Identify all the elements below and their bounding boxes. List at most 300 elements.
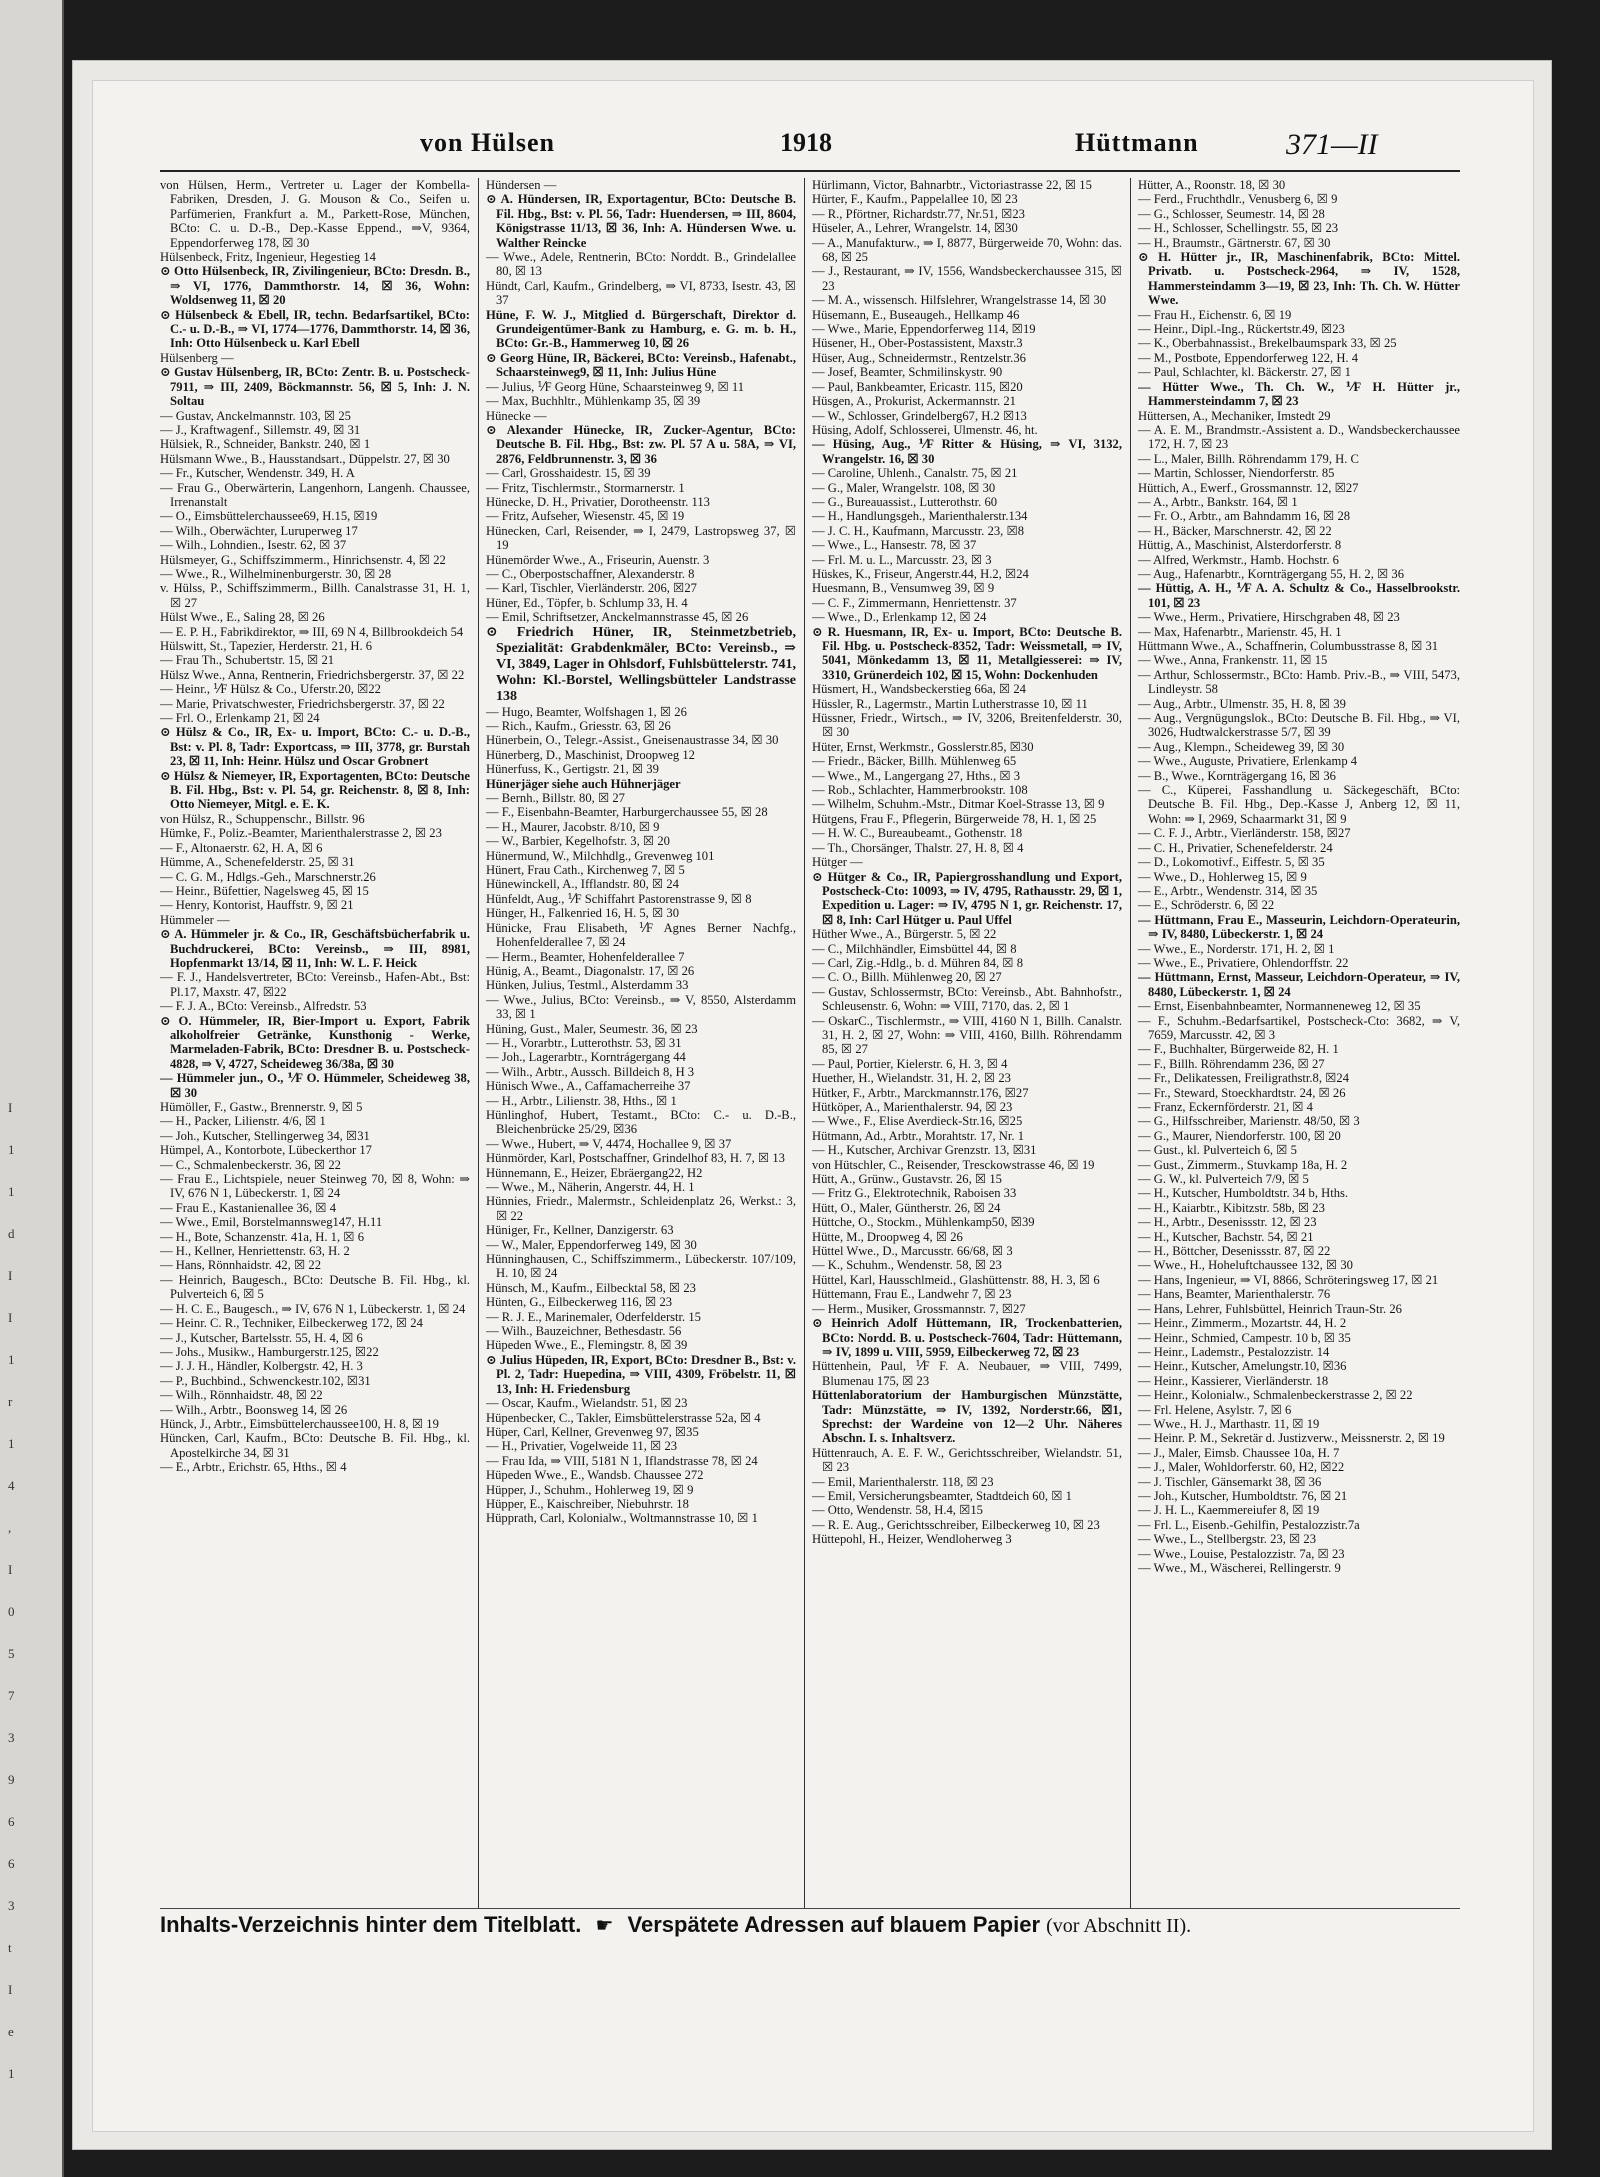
directory-entry: Hüne, F. W. J., Mitglied d. Bürgerschaft, Direktor d. Grundeigentümer-Bank zu Hamburg, e. G. m. b. H., BCto: Gr.-B., Hammerweg 10, ☒ 26 (486, 307, 796, 351)
directory-entry: — Gust., kl. Pulverteich 6, ☒ 5 (1138, 1143, 1297, 1158)
directory-entry: — Heinr., Dipl.-Ing., Rückertstr.49, ☒23 (1138, 322, 1345, 337)
strip-glyph: 3 (8, 1898, 15, 1913)
directory-entry: Hüsemann, E., Buseaugeh., Hellkamp 46 (812, 307, 1020, 322)
directory-entry: ⊙ Julius Hüpeden, IR, Export, BCto: Dresdner B., Bst: v. Pl. 2, Tadr: Huepedina, ⇒ VIII, 4309, Fröbelstr. 11, ☒ 13, Inh: H. Friedensburg (486, 1352, 796, 1396)
directory-entry: ⊙ O. Hümmeler, IR, Bier-Import u. Export, Fabrik alkoholfreier Getränke, Kunsthonig - Werke, Marmeladen-Fabrik, BCto: Dresdner B. u. Postscheck-4828, ⇒ V, 4727, Scheideweg 36/38a, ☒ 30 (160, 1013, 470, 1071)
directory-entry: Hüttemann, Frau E., Landwehr 7, ☒ 23 (812, 1287, 1012, 1302)
adjacent-page-strip (0, 0, 64, 2177)
directory-entry: Hünemörder Wwe., A., Friseurin, Auenstr. 3 (486, 552, 710, 567)
directory-entry: — Fritz, Aufseher, Wiesenstr. 45, ☒ 19 (486, 509, 685, 524)
directory-entry: — Otto, Wendenstr. 58, H.4, ☒15 (812, 1503, 983, 1518)
directory-entry: — Frau H., Eichenstr. 6, ☒ 19 (1138, 307, 1292, 322)
directory-entry: ⊙ Otto Hülsenbeck, IR, Zivilingenieur, BCto: Dresdn. B., ⇒ VI, 1776, Dammthorstr. 14, ☒ 36, Wohn: Woldsenweg 11, ☒ 20 (160, 264, 470, 308)
directory-entry: — Henry, Kontorist, Hauffstr. 9, ☒ 21 (160, 898, 354, 913)
directory-entry: Hülsenberg — (160, 350, 234, 365)
directory-entry: — Wwe., L., Stellbergstr. 23, ☒ 23 (1138, 1532, 1317, 1547)
header-year: 1918 (780, 128, 832, 157)
directory-entry: — F. J., Handelsvertreter, BCto: Vereinsb., Hafen-Abt., Bst: Pl.17, Maxstr. 47, ☒22 (160, 970, 470, 999)
directory-entry: — Wwe., L., Hansestr. 78, ☒ 37 (812, 538, 977, 553)
directory-entry: — Wwe., F., Elise Averdieck-Str.16, ☒25 (812, 1114, 1023, 1129)
directory-entry: — J. J. H., Händler, Kolbergstr. 42, H. 3 (160, 1359, 363, 1374)
directory-entry: — Heinr., Kolonialw., Schmalenbeckerstrasse 2, ☒ 22 (1138, 1388, 1413, 1403)
directory-entry: Hürlimann, Victor, Bahnarbtr., Victoriastrasse 22, ☒ 15 (812, 178, 1092, 192)
directory-entry: ⊙ A. Hündersen, IR, Exportagentur, BCto: Deutsche B. Fil. Hbg., Bst: v. Pl. 56, Tadr: Huendersen, ⇒ III, 8604, Königstrasse 11/13, ☒ 36, Inh: A. Hündersen Wwe. u. Walther Reincke (486, 192, 796, 250)
directory-entry: Hünermund, W., Milchhdlg., Grevenweg 101 (486, 848, 715, 863)
directory-entry: — Hütter Wwe., Th. Ch. W., ⅟F H. Hütter jr., Hammersteindamm 7, ☒ 23 (1138, 379, 1460, 409)
directory-entry: — Carl, Grosshaidestr. 15, ☒ 39 (486, 466, 651, 481)
directory-entry: Hünck, J., Arbtr., Eimsbüttelerchaussee100, H. 8, ☒ 19 (160, 1416, 439, 1431)
directory-entry: — L., Maler, Billh. Röhrendamm 179, H. C (1138, 451, 1359, 466)
directory-entry: — Wilh., Oberwächter, Luruperweg 17 (160, 523, 358, 538)
directory-entry: — H., Kutscher, Humboldtstr. 34 b, Hths. (1138, 1186, 1349, 1201)
directory-entry: — Wilh., Rönnhaidstr. 48, ☒ 22 (160, 1388, 323, 1403)
directory-entry: Hünerjäger siehe auch Hühnerjäger (486, 776, 681, 791)
directory-entry: Hünerfuss, K., Gertigstr. 21, ☒ 39 (486, 762, 659, 777)
directory-entry: — Heinr., Kassierer, Vierländerstr. 18 (1138, 1373, 1329, 1388)
directory-entry: — Hans, Lehrer, Fuhlsbüttel, Heinrich Traun-Str. 26 (1138, 1301, 1402, 1316)
directory-entry: — F. J. A., BCto: Vereinsb., Alfredstr. 53 (160, 999, 367, 1014)
directory-entry: — H., Braumstr., Gärtnerstr. 67, ☒ 30 (1138, 235, 1331, 250)
strip-glyph: 1 (8, 1184, 15, 1199)
directory-entry: — Bernh., Billstr. 80, ☒ 27 (486, 791, 625, 806)
column-divider (478, 178, 479, 1908)
directory-entry: — F., Buchhalter, Bürgerweide 82, H. 1 (1138, 1042, 1339, 1057)
directory-entry: Hünicke, Frau Elisabeth, ⅟F Agnes Berner Nachfg., Hohenfelderallee 7, ☒ 24 (486, 920, 796, 950)
header-rule (160, 170, 1460, 172)
directory-entry: Hüncken, Carl, Kaufm., BCto: Deutsche B. Fil. Hbg., kl. Apostelkirche 34, ☒ 31 (160, 1431, 470, 1460)
directory-entry: — Fr. O., Arbtr., am Bahndamm 16, ☒ 28 (1138, 509, 1351, 524)
directory-entry: — H., Böttcher, Desenissstr. 87, ☒ 22 (1138, 1244, 1331, 1259)
directory-entry: — Heinr., Kutscher, Amelungstr.10, ☒36 (1138, 1359, 1347, 1374)
directory-entry: ⊙ H. Hütter jr., IR, Maschinenfabrik, BCto: Mittel. Privatb. u. Postscheck-2964, ⇒ IV, 1528, Hammersteindamm 3—19, ☒ 23, Inh: Th. Ch. W. Hütter Wwe. (1138, 250, 1460, 308)
directory-entry: Hünten, G., Eilbeckerweg 116, ☒ 23 (486, 1295, 673, 1310)
directory-entry: — W., Schlosser, Grindelberg67, H.2 ☒13 (812, 408, 1027, 423)
directory-entry: Hüttersen, A., Mechaniker, Imstedt 29 (1138, 408, 1331, 423)
directory-entry: Hütgens, Frau F., Pflegerin, Bürgerweide 78, H. 1, ☒ 25 (812, 811, 1097, 826)
directory-entry: Hüttepohl, H., Heizer, Wendloherweg 3 (812, 1532, 1012, 1547)
directory-entry: Hütter, A., Roonstr. 18, ☒ 30 (1138, 178, 1286, 192)
directory-entry: — Wilh., Bauzeichner, Bethesdastr. 56 (486, 1324, 682, 1339)
directory-entry: Hütker, F., Arbtr., Marckmannstr.176, ☒27 (812, 1085, 1029, 1100)
directory-entry: — J. C. H., Kaufmann, Marcusstr. 23, ☒8 (812, 523, 1025, 538)
directory-entry: Hünert, Frau Cath., Kirchenweg 7, ☒ 5 (486, 863, 685, 878)
directory-entry: — F., Billh. Röhrendamm 236, ☒ 27 (1138, 1056, 1325, 1071)
directory-entry: — Wilh., Arbtr., Aussch. Billdeich 8, H 3 (486, 1064, 695, 1079)
directory-entry: — Frau G., Oberwärterin, Langenhorn, Langenh. Chaussee, Irrenanstalt (160, 480, 470, 509)
directory-entry: — B., Wwe., Kornträgergang 16, ☒ 36 (1138, 768, 1336, 783)
directory-entry: Hütköper, A., Marienthalerstr. 94, ☒ 23 (812, 1100, 1013, 1114)
directory-entry: — H., Kellner, Henriettenstr. 63, H. 2 (160, 1244, 350, 1259)
strip-glyph: 0 (8, 1604, 15, 1619)
directory-entry: — Joh., Kutscher, Stellingerweg 34, ☒31 (160, 1128, 370, 1143)
directory-entry: — Wwe., Julius, BCto: Vereinsb., ⇒ V, 8550, Alsterdamm 33, ☒ 1 (486, 992, 796, 1022)
directory-entry: — Wwe., Herm., Privatiere, Hirschgraben 48, ☒ 23 (1138, 610, 1400, 625)
directory-entry: — Aug., Arbtr., Ulmenstr. 35, H. 8, ☒ 39 (1138, 696, 1346, 711)
directory-entry: Hünewinckell, A., Ifflandstr. 80, ☒ 24 (486, 877, 679, 892)
directory-entry: v. Hülss, P., Schiffszimmerm., Billh. Canalstrasse 31, H. 1, ☒ 27 (160, 581, 470, 610)
directory-entry: Hümke, F., Poliz.-Beamter, Marienthalerstrasse 2, ☒ 23 (160, 826, 442, 841)
directory-entry: — Heinrich, Baugesch., BCto: Deutsche B. Fil. Hbg., kl. Pulverteich 6, ☒ 5 (160, 1272, 470, 1302)
strip-glyph: I (8, 1562, 13, 1577)
directory-entry: — Frau E., Kastanienallee 36, ☒ 4 (160, 1200, 337, 1215)
directory-entry: — Wwe., Adele, Rentnerin, BCto: Norddt. B., Grindelallee 80, ☒ 13 (486, 250, 796, 279)
directory-entry: — M. A., wissensch. Hilfslehrer, Wrangelstrasse 14, ☒ 30 (812, 293, 1107, 308)
directory-entry: — J., Maler, Eimsb. Chaussee 10a, H. 7 (1138, 1445, 1340, 1460)
page-number: 371—II (1286, 128, 1378, 161)
directory-entry: — Max, Hafenarbtr., Marienstr. 45, H. 1 (1138, 624, 1342, 639)
directory-entry: — Hüttig, A. H., ⅟F A. A. Schultz & Co., Hasselbrookstr. 101, ☒ 23 (1138, 581, 1460, 610)
directory-entry: — Rich., Kaufm., Griesstr. 63, ☒ 26 (486, 719, 671, 733)
directory-entry: — F., Altonaerstr. 62, H. A, ☒ 6 (160, 840, 323, 855)
directory-entry: — Hüttmann, Ernst, Masseur, Leichdorn-Operateur, ⇒ IV, 8480, Lübeckerstr. 1, ☒ 24 (1138, 970, 1460, 999)
directory-entry: — C. F. J., Arbtr., Vierländerstr. 158, ☒27 (1138, 826, 1351, 841)
directory-entry: — C., Küperei, Fasshandlung u. Säckegeschäft, BCto: Deutsche B. Fil. Hbg., Dep.-Kasse J, Anberg 12, ☒ 11, Wohn: ⇒ I, 2969, Schaarmarkt 31, ☒ 9 (1138, 783, 1460, 826)
directory-entry: — C., Oberpostschaffner, Alexanderstr. 8 (486, 566, 695, 581)
directory-entry: — F., Eisenbahn-Beamter, Harburgerchaussee 55, ☒ 28 (486, 805, 768, 820)
directory-entry: — Fritz, Tischlermstr., Stormarnerstr. 1 (486, 480, 685, 495)
directory-entry: — Gust., Zimmerm., Stuvkamp 18a, H. 2 (1138, 1157, 1348, 1172)
directory-entry: Hütte, M., Droopweg 4, ☒ 26 (812, 1229, 963, 1244)
directory-entry: — Arthur, Schlossermstr., BCto: Hamb. Priv.-B., ⇒ VIII, 5473, Lindleystr. 58 (1138, 667, 1460, 697)
directory-entry: — G., Schlosser, Seumestr. 14, ☒ 28 (1138, 206, 1325, 221)
directory-entry: — Hüttmann, Frau E., Masseurin, Leichdorn-Operateurin, ⇒ IV, 8480, Lübeckerstr. 1, ☒ 24 (1138, 912, 1460, 942)
directory-entry: — G., Maler, Wrangelstr. 108, ☒ 30 (812, 480, 996, 495)
directory-entry: — C. O., Billh. Mühlenweg 20, ☒ 27 (812, 970, 1002, 985)
directory-entry: — H., Vorarbtr., Lutterothstr. 53, ☒ 31 (486, 1035, 682, 1050)
directory-entry: Hüser, Aug., Schneidermstr., Rentzelstr.36 (812, 350, 1026, 365)
directory-entry: Hüpeden Wwe., E., Wandsb. Chaussee 272 (486, 1468, 704, 1483)
directory-entry: Hüter, Ernst, Werkmstr., Gosslerstr.85, ☒30 (812, 739, 1034, 754)
directory-entry: — Hans, Ingenieur, ⇒ VI, 8866, Schröteringsweg 17, ☒ 21 (1138, 1272, 1439, 1287)
directory-entry: — F., Schuhm.-Bedarfsartikel, Postscheck-Cto: 3682, ⇒ V, 7659, Marcusstr. 42, ☒ 3 (1138, 1013, 1460, 1042)
directory-entry: — H., Schlosser, Schellingstr. 55, ☒ 23 (1138, 221, 1339, 236)
directory-entry: Hüpeden Wwe., E., Flemingstr. 8, ☒ 39 (486, 1338, 688, 1353)
directory-entry: Hüpenbecker, C., Takler, Eimsbüttelerstrasse 52a, ☒ 4 (486, 1410, 761, 1425)
directory-entry: — Rob., Schlachter, Hammerbrookstr. 108 (812, 783, 1028, 798)
directory-entry: Hüttenlaboratorium der Hamburgischen Münzstätte, Tadr: Münzstätte, ⇒ IV, 1392, Norderstr.66, ☒1, Sprechst: der Wardeine von 12—2 Uhr. Näheres Abschn. I. s. Inhaltsverz. (812, 1388, 1122, 1446)
directory-entry: — Josef, Beamter, Schmilinskystr. 90 (812, 365, 1003, 380)
footer-section-note: (vor Abschnitt II). (1046, 1915, 1192, 1937)
directory-entry: Hüttenhein, Paul, ⅟F F. A. Neubauer, ⇒ VIII, 7499, Blumenau 175, ☒ 23 (812, 1359, 1122, 1388)
directory-entry: — Frl. O., Erlenkamp 21, ☒ 24 (160, 711, 320, 726)
directory-entry: ⊙ Alexander Hünecke, IR, Zucker-Agentur, BCto: Deutsche B. Fil. Hbg., Bst: zw. Pl. 57 A u. 58A, ⇒ VI, 2876, Feldbrunnenstr. 3, ☒ 36 (486, 422, 796, 466)
strip-glyph: 7 (8, 1688, 15, 1703)
directory-entry: von Hülsz, R., Schuppenschr., Billstr. 96 (160, 811, 365, 826)
directory-entry: — Frl. L., Eisenb.-Gehilfin, Pestalozzistr.7a (1138, 1517, 1360, 1532)
directory-entry: — Gustav, Anckelmannstr. 103, ☒ 25 (160, 408, 351, 423)
directory-entry: — E., Arbtr., Wendenstr. 314, ☒ 35 (1138, 883, 1318, 898)
directory-entry: — Wwe., Auguste, Privatiere, Erlenkamp 4 (1138, 754, 1358, 769)
directory-entry: Hüttich, A., Ewerf., Grossmannstr. 12, ☒27 (1138, 480, 1359, 495)
directory-entry: — H., Privatier, Vogelweide 11, ☒ 23 (486, 1439, 678, 1454)
directory-entry: — Fr., Steward, Stoeckhardtstr. 24, ☒ 26 (1138, 1085, 1346, 1100)
directory-entry: — Frl. Helene, Asylstr. 7, ☒ 6 (1138, 1402, 1292, 1417)
directory-entry: — Hans, Rönnhaidstr. 42, ☒ 22 (160, 1258, 322, 1273)
directory-entry: — Emil, Schriftsetzer, Anckelmannstrasse 45, ☒ 26 (486, 610, 749, 625)
directory-entry: — Herm., Beamter, Hohenfelderallee 7 (486, 949, 685, 964)
directory-entry: Hünlinghof, Hubert, Testamt., BCto: C.- u. D.-B., Bleichenbrücke 25/29, ☒36 (486, 1107, 796, 1137)
directory-entry: — Herm., Musiker, Grossmannstr. 7, ☒27 (812, 1301, 1026, 1316)
directory-entry: — H. C. E., Baugesch., ⇒ IV, 676 N 1, Lübeckerstr. 1, ☒ 24 (160, 1301, 466, 1316)
directory-entry: Hünsch, M., Kaufm., Eilbecktal 58, ☒ 23 (486, 1280, 696, 1295)
directory-entry: Hülsmann Wwe., B., Hausstandsart., Düppelstr. 27, ☒ 30 (160, 451, 450, 466)
directory-entry: — Fritz G., Elektrotechnik, Raboisen 33 (812, 1186, 1017, 1201)
directory-entry: Hüseler, A., Lehrer, Wrangelstr. 14, ☒30 (812, 221, 1018, 236)
directory-entry: ⊙ R. Huesmann, IR, Ex- u. Import, BCto: Deutsche B. Fil. Hbg. u. Postscheck-8352, Tadr: Weissmetall, ⇒ IV, 5041, Mönkedamm 13, ☒ 11, Metallgiesserei: ⇒ IV, 3310, Grünerdeich 102, ☒ 15, Wohn: Dockenhuden (812, 624, 1122, 682)
directory-entry: Hünken, Julius, Testml., Alsterdamm 33 (486, 978, 689, 993)
strip-glyph: 1 (8, 1142, 15, 1157)
strip-glyph: t (8, 1940, 12, 1955)
directory-entry: — Karl, Tischler, Vierländerstr. 206, ☒27 (486, 581, 697, 596)
directory-entry: — A., Manufakturw., ⇒ I, 8877, Bürgerweide 70, Wohn: das. 68, ☒ 25 (812, 235, 1122, 265)
directory-entry: — Carl, Zig.-Hdlg., b. d. Mühren 84, ☒ 8 (812, 955, 1024, 970)
directory-entry: — Martin, Schlosser, Niendorferstr. 85 (1138, 466, 1335, 481)
directory-entry: Hütger — (812, 855, 863, 870)
directory-entry: — Wwe., E., Norderstr. 171, H. 2, ☒ 1 (1138, 941, 1335, 956)
directory-entry: Hülsz Wwe., Anna, Rentnerin, Friedrichsbergerstr. 37, ☒ 22 (160, 667, 465, 682)
directory-entry: — Heinr., Büfettier, Nagelsweg 45, ☒ 15 (160, 883, 369, 898)
directory-entry: Hülsiek, R., Schneider, Bankstr. 240, ☒ 1 (160, 437, 371, 452)
directory-entry: — D., Lokomotivf., Eiffestr. 5, ☒ 35 (1138, 855, 1325, 870)
directory-entry: — Paul, Bankbeamter, Ericastr. 115, ☒20 (812, 379, 1023, 394)
directory-entry: Hütmann, Ad., Arbtr., Morahtstr. 17, Nr. 1 (812, 1128, 1024, 1143)
directory-entry: — W., Barbier, Kegelhofstr. 3, ☒ 20 (486, 834, 670, 849)
directory-entry: — Wwe., H. J., Marthastr. 11, ☒ 19 (1138, 1416, 1320, 1431)
directory-entry: — Wilhelm, Schuhm.-Mstr., Ditmar Koel-Strasse 13, ☒ 9 (812, 797, 1105, 812)
directory-entry: — Hümmeler jun., O., ⅟F O. Hümmeler, Scheideweg 38, ☒ 30 (160, 1071, 470, 1100)
directory-entry: — Wwe., Hubert, ⇒ V, 4474, Hochallee 9, ☒ 37 (486, 1136, 732, 1151)
directory-entry: Hülsmeyer, G., Schiffszimmerm., Hinrichsenstr. 4, ☒ 22 (160, 552, 446, 567)
directory-entry: — Heinr., Zimmerm., Mozartstr. 44, H. 2 (1138, 1316, 1347, 1331)
column-3 (812, 178, 1122, 1908)
directory-entry: — P., Buchbind., Schwenckestr.102, ☒31 (160, 1373, 371, 1388)
directory-entry: Hünnemann, E., Heizer, Ebräergang22, H2 (486, 1165, 703, 1180)
directory-entry: Hürter, F., Kaufm., Pappelallee 10, ☒ 23 (812, 192, 1018, 207)
directory-entry: — H., Kaiarbtr., Kibitzstr. 58b, ☒ 23 (1138, 1200, 1325, 1215)
pointing-hand-icon: ☛ (595, 1915, 614, 1937)
directory-entry: — OskarC., Tischlermstr., ⇒ VIII, 4160 N 1, Billh. Canalstr. 31, H. 2, ☒ 27, Wohn: ⇒ VIII, 4160, Billh. Röhrendamm 85, ☒ 27 (812, 1013, 1122, 1057)
directory-entry: — E. P. H., Fabrikdirektor, ⇒ III, 69 N 4, Billbrookdeich 54 (160, 624, 464, 639)
directory-entry: — J. Tischler, Gänsemarkt 38, ☒ 36 (1138, 1474, 1322, 1489)
directory-entry: Hünnies, Friedr., Malermstr., Schleidenplatz 26, Werkst.: 3, ☒ 22 (486, 1194, 796, 1223)
directory-entry: — E., Schröderstr. 6, ☒ 22 (1138, 898, 1275, 913)
directory-entry: — Ernst, Eisenbahnbeamter, Normanneneweg 12, ☒ 35 (1138, 999, 1421, 1014)
directory-entry: Hüpper, J., Schuhm., Hohlerweg 19, ☒ 9 (486, 1482, 694, 1497)
strip-glyph: 5 (8, 1646, 15, 1661)
directory-entry: — G., Bureauassist., Lutterothstr. 60 (812, 494, 998, 509)
directory-entry: — Wwe., M., Langergang 27, Hths., ☒ 3 (812, 768, 1021, 783)
directory-entry: Hüskes, K., Friseur, Angerstr.44, H.2, ☒24 (812, 566, 1029, 581)
directory-entry: ⊙ Hülsz & Co., IR, Ex- u. Import, BCto: C.- u. D.-B., Bst: v. Pl. 8, Tadr: Exportcass, ⇒ III, 3778, gr. Burstah 23, ☒ 11, Inh: Heinr. Hülsz und Oscar Grobnert (160, 725, 470, 769)
directory-entry: — Wwe., D., Hohlerweg 15, ☒ 9 (1138, 869, 1307, 884)
directory-entry: Hülst Wwe., E., Saling 28, ☒ 26 (160, 610, 325, 625)
directory-entry: ⊙ Georg Hüne, IR, Bäckerei, BCto: Vereinsb., Hafenabt., Schaarsteinweg9, ☒ 11, Inh: Julius Hüne (486, 350, 796, 380)
strip-glyph: 3 (8, 1730, 15, 1745)
directory-entry: ⊙ Heinrich Adolf Hüttemann, IR, Trockenbatterien, BCto: Nordd. B. u. Postscheck-7604, Tadr: Hüttemann, ⇒ IV, 1899 u. VIII, 5959, Eilbeckerweg 72, ☒ 23 (812, 1316, 1122, 1359)
directory-entry: — Johs., Musikw., Hamburgerstr.125, ☒22 (160, 1344, 379, 1359)
directory-entry: — Oscar, Kaufm., Wielandstr. 51, ☒ 23 (486, 1396, 688, 1411)
directory-entry: ⊙ Hülsz & Niemeyer, IR, Exportagenten, BCto: Deutsche B. Fil. Hbg., Bst: v. Pl. 54, gr. Reichenstr. 8, ☒ 8, Inh: Otto Niemeyer, Mitgl. e. E. K. (160, 768, 470, 812)
directory-entry: — Wwe., M., Wäscherei, Rellingerstr. 9 (1138, 1561, 1341, 1575)
strip-glyph: I (8, 1310, 13, 1325)
directory-entry: — Heinr., ⅟F Hülsz & Co., Uferstr.20, ☒22 (160, 682, 381, 697)
directory-entry: — Joh., Lagerarbtr., Korntrágergang 44 (486, 1050, 686, 1065)
directory-entry: Hüsgen, A., Prokurist, Ackermannstr. 21 (812, 394, 1016, 409)
directory-entry: Hündersen — (486, 178, 557, 192)
directory-entry: Hülswitt, St., Tapezier, Herderstr. 21, H. 6 (160, 639, 373, 653)
directory-entry: — Wwe., R., Wilhelminenburgerstr. 30, ☒ 28 (160, 566, 392, 581)
directory-entry: — Paul, Schlachter, kl. Bäckerstr. 27, ☒ 1 (1138, 365, 1351, 380)
strip-glyph: I (8, 1268, 13, 1283)
strip-glyph: 1 (8, 1352, 15, 1367)
directory-entry: Hünig, A., Beamt., Diagonalstr. 17, ☒ 26 (486, 963, 695, 978)
directory-entry: Hüning, Gust., Maler, Seumestr. 36, ☒ 23 (486, 1021, 698, 1036)
directory-entry: — J. H. L., Kaemmereiufer 8, ☒ 19 (1138, 1503, 1320, 1518)
directory-entry: Hüttig, A., Maschinist, Alsterdorferstr. 8 (1138, 538, 1342, 553)
footer-late-addresses-note: Verspätete Adressen auf blauem Papier (627, 1912, 1041, 1937)
directory-entry: — Heinr. P. M., Sekretär d. Justizverw., Meissnerstr. 2, ☒ 19 (1138, 1431, 1445, 1446)
directory-entry: — C., Schmalenbeckerstr. 36, ☒ 22 (160, 1157, 341, 1172)
strip-glyph: 9 (8, 1772, 15, 1787)
directory-entry: — H., Kutscher, Archivar Grenzstr. 13, ☒31 (812, 1143, 1037, 1158)
directory-entry: — Aug., Vergnügungslok., BCto: Deutsche B. Fil. Hbg., ⇒ VI, 3026, Hudtwalckerstrasse 5/7, ☒ 39 (1138, 711, 1460, 740)
directory-entry: — H., Packer, Lilienstr. 4/6, ☒ 1 (160, 1114, 326, 1129)
directory-entry: — R. J. E., Marinemaler, Oderfelderstr. 15 (486, 1309, 701, 1324)
header-left-keyword: von Hülsen (420, 128, 555, 157)
strip-glyph: 1 (8, 2066, 15, 2081)
directory-entry: — Wwe., Louise, Pestalozzistr. 7a, ☒ 23 (1138, 1546, 1345, 1561)
directory-entry: — Franz, Eckernförderstr. 21, ☒ 4 (1138, 1100, 1313, 1114)
strip-glyph: e (8, 2024, 14, 2039)
directory-entry: von Hülsen, Herm., Vertreter u. Lager der Kombella-Fabriken, Dresden, J. G. Mouson & Co., Seifen u. Parfümerien, Frankfurt a. M., Parkett-Rose, München, BCto: C. u. D.-B., Dep.-Kasse Eppend., ⇒V, 9364, Eppendorferweg 178, ☒ 30 (160, 178, 470, 250)
directory-entry: Hüsmert, H., Wandsbeckerstieg 66a, ☒ 24 (812, 682, 1026, 697)
directory-entry: — C. G. M., Hdlgs.-Geh., Marschnerstr.26 (160, 869, 376, 884)
directory-entry: Hüttel, Karl, Hausschlmeid., Glashüttenstr. 88, H. 3, ☒ 6 (812, 1272, 1100, 1287)
directory-entry: Huether, H., Wielandstr. 31, H. 2, ☒ 23 (812, 1071, 1011, 1086)
directory-entry: — H. W. C., Bureaubeamt., Gothenstr. 18 (812, 826, 1023, 841)
directory-entry: ⊙ Hütger & Co., IR, Papiergrosshandlung und Export, Postscheck-Cto: 10093, ⇒ IV, 4795, Rathausstr. 29, ☒ 1, Expedition u. Lager: ⇒ IV, 4795 N 1, gr. Reichenstr. 17, ☒ 8, Inh: Carl Hütger u. Paul Uffel (812, 869, 1122, 927)
directory-entry: — Alfred, Werkmstr., Hamb. Hochstr. 6 (1138, 552, 1339, 567)
directory-entry: — Fr., Delikatessen, Freiligrathstr.8, ☒24 (1138, 1071, 1350, 1086)
directory-entry: — J., Restaurant, ⇒ IV, 1556, Wandsbeckerchaussee 315, ☒ 23 (812, 264, 1122, 293)
directory-entry: Hümmeler — (160, 912, 230, 927)
directory-entry: Hüttmann Wwe., A., Schaffnerin, Columbusstrasse 8, ☒ 31 (1138, 639, 1439, 653)
directory-entry: — Heinr., Schmied, Campestr. 10 b, ☒ 35 (1138, 1330, 1351, 1345)
directory-entry: Hümpel, A., Kontorbote, Lübeckerthor 17 (160, 1143, 372, 1158)
directory-entry: — G., Maurer, Niendorferstr. 100, ☒ 20 (1138, 1128, 1341, 1143)
directory-entry: — Aug., Hafenarbtr., Kornträgergang 55, H. 2, ☒ 36 (1138, 566, 1405, 581)
directory-entry: — Th., Chorsänger, Thalstr. 27, H. 8, ☒ 4 (812, 840, 1024, 855)
directory-entry: — K., Schuhm., Wendenstr. 58, ☒ 23 (812, 1258, 1002, 1273)
strip-glyph: r (8, 1394, 13, 1409)
directory-entry: Hümme, A., Schenefelderstr. 25, ☒ 31 (160, 855, 355, 870)
directory-entry: — C. F., Zimmermann, Henriettenstr. 37 (812, 595, 1017, 610)
directory-entry: — Frau Th., Schubertstr. 15, ☒ 21 (160, 653, 335, 668)
directory-entry: — Wwe., D., Erlenkamp 12, ☒ 24 (812, 610, 987, 625)
directory-entry: — Marie, Privatschwester, Friedrichsbergerstr. 37, ☒ 22 (160, 696, 445, 711)
directory-entry: Hünfeldt, Aug., ⅟F Schiffahrt Pastorenstrasse 9, ☒ 8 (486, 891, 752, 906)
directory-entry: — Wwe., Anna, Frankenstr. 11, ☒ 15 (1138, 653, 1328, 668)
directory-entry: — H., Bäcker, Marschnerstr. 42, ☒ 22 (1138, 523, 1332, 538)
directory-entry: — Wwe., M., Näherin, Angerstr. 44, H. 1 (486, 1180, 695, 1194)
directory-entry: ⊙ Hülsenbeck & Ebell, IR, techn. Bedarfsartikel, BCto: C.- u. D.-B., ⇒ VI, 1774—1776, Dammthorstr. 14, ☒ 36, Inh: Otto Hülsenbeck u. Karl Ebell (160, 307, 470, 351)
strip-glyph: I (8, 1100, 13, 1115)
directory-entry: — H., Arbtr., Desenissstr. 12, ☒ 23 (1138, 1215, 1317, 1230)
directory-entry: — Paul, Portier, Kielerstr. 6, H. 3, ☒ 4 (812, 1056, 1008, 1071)
directory-entry: Hüttenrauch, A. E. F. W., Gerichtsschreiber, Wielandstr. 51, ☒ 23 (812, 1445, 1122, 1475)
directory-entry: Hünecken, Carl, Reisender, ⇒ I, 2479, Lastropsweg 37, ☒ 19 (486, 523, 796, 553)
column-divider (804, 178, 805, 1908)
directory-entry: — R., Pförtner, Richardstr.77, Nr.51, ☒23 (812, 206, 1025, 221)
footer-rule (160, 1908, 1460, 1909)
directory-entry: Hünger, H., Falkenried 16, H. 5, ☒ 30 (486, 906, 680, 921)
directory-entry: Hünerbein, O., Telegr.-Assist., Gneisenaustrasse 34, ☒ 30 (486, 733, 779, 748)
directory-entry: — H., Kutscher, Bachstr. 54, ☒ 21 (1138, 1229, 1314, 1244)
directory-entry: — C., Milchhändler, Eimsbüttel 44, ☒ 8 (812, 941, 1017, 956)
page-header (160, 128, 1460, 168)
directory-entry: Hüper, Carl, Kellner, Grevenweg 97, ☒35 (486, 1424, 699, 1439)
strip-glyph: , (8, 1520, 12, 1535)
directory-entry: — Frau E., Lichtspiele, neuer Steinweg 70, ☒ 8, Wohn: ⇒ IV, 676 N 1, Lübeckerstr. 1, ☒ 24 (160, 1172, 470, 1201)
strip-glyph: 1 (8, 1436, 15, 1451)
directory-entry: — Frau Ida, ⇒ VIII, 5181 N 1, Iflandstrasse 78, ☒ 24 (486, 1453, 758, 1468)
directory-entry: Hüniger, Fr., Kellner, Danzigerstr. 63 (486, 1223, 674, 1238)
directory-entry: ⊙ Friedrich Hüner, IR, Steinmetzbetrieb, Spezialität: Grabdenkmäler, BCto: Vereinsb., ⇒ VI, 3849, Lager in Ohlsdorf, Fuhlsbüttelerstr. 741, Wohn: Kl.-Borstel, Wellingsbütteler Landstrasse 138 (486, 624, 796, 704)
directory-entry: — Hugo, Beamter, Wolfshagen 1, ☒ 26 (486, 704, 687, 719)
directory-entry: — Wilh., Arbtr., Boonsweg 14, ☒ 26 (160, 1402, 348, 1417)
directory-entry: Hünisch Wwe., A., Caffamacherreihe 37 (486, 1079, 691, 1094)
directory-entry: — Wwe., Emil, Borstelmannsweg147, H.11 (160, 1215, 383, 1230)
strip-glyph: d (8, 1226, 15, 1241)
directory-entry: von Hütschler, C., Reisender, Tresckowstrasse 46, ☒ 19 (812, 1157, 1095, 1172)
directory-entry: — M., Postbote, Eppendorferweg 122, H. 4 (1138, 350, 1359, 365)
directory-entry: ⊙ Gustav Hülsenberg, IR, BCto: Zentr. B. u. Postscheck-7911, ⇒ III, 2409, Böckmannstr. 56, ☒ 5, Inh: J. N. Soltau (160, 365, 470, 409)
directory-entry: Hüsing, Adolf, Schlosserei, Ulmenstr. 46, ht. (812, 422, 1038, 437)
directory-entry: Hünerberg, D., Maschinist, Droopweg 12 (486, 747, 695, 762)
directory-entry: — Friedr., Bäcker, Billh. Mühlenweg 65 (812, 754, 1017, 769)
directory-entry: — H., Arbtr., Lilienstr. 38, Hths., ☒ 1 (486, 1093, 677, 1108)
column-4 (1138, 178, 1460, 1908)
directory-entry: — A., Arbtr., Bankstr. 164, ☒ 1 (1138, 494, 1298, 509)
directory-entry: Hütt, A., Grünw., Gustavstr. 26, ☒ 15 (812, 1172, 1002, 1187)
directory-entry: — Aug., Klempn., Scheideweg 39, ☒ 30 (1138, 739, 1345, 754)
strip-glyph: 6 (8, 1856, 15, 1871)
directory-entry: Hüssler, R., Lagermstr., Martin Lutherstrasse 10, ☒ 11 (812, 696, 1088, 711)
directory-entry: — E., Arbtr., Erichstr. 65, Hths., ☒ 4 (160, 1460, 347, 1475)
directory-entry: Hümöller, F., Gastw., Brennerstr. 9, ☒ 5 (160, 1100, 363, 1114)
directory-entry: Hüpprath, Carl, Kolonialw., Woltmannstrasse 10, ☒ 1 (486, 1511, 758, 1526)
directory-entry: — Hans, Beamter, Marienthalerstr. 76 (1138, 1287, 1331, 1302)
directory-entry: Hünecke — (486, 408, 547, 423)
column-2 (486, 178, 796, 1908)
directory-entry: — J., Kutscher, Bartelsstr. 55, H. 4, ☒ 6 (160, 1330, 363, 1345)
directory-entry: — Wilh., Lohndien., Isestr. 62, ☒ 37 (160, 538, 347, 553)
directory-entry: — J., Maler, Wohldorferstr. 60, H2, ☒22 (1138, 1460, 1345, 1475)
directory-entry: Hüther Wwe., A., Bürgerstr. 5, ☒ 22 (812, 927, 997, 942)
directory-entry: — H., Bote, Schanzenstr. 41a, H. 1, ☒ 6 (160, 1229, 365, 1244)
footer-index-note: Inhalts-Verzeichnis hinter dem Titelblatt. (160, 1912, 582, 1937)
directory-entry: — Heinr., Lademstr., Pestalozzistr. 14 (1138, 1344, 1330, 1359)
directory-entry: Hünmörder, Karl, Postschaffner, Grindelhof 83, H. 7, ☒ 13 (486, 1151, 785, 1166)
directory-entry: Hüttche, O., Stockm., Mühlenkamp50, ☒39 (812, 1215, 1035, 1230)
page-footer (160, 1912, 1460, 1942)
directory-entry: Hülsenbeck, Fritz, Ingenieur, Hegestieg 14 (160, 250, 376, 265)
header-right-keyword: Hüttmann (1075, 128, 1199, 157)
column-divider (1130, 178, 1131, 1908)
directory-entry: — Caroline, Uhlenh., Canalstr. 75, ☒ 21 (812, 466, 1018, 481)
directory-entry: — Wwe., E., Privatiere, Ohlendorffstr. 22 (1138, 955, 1349, 970)
directory-entry: Hünecke, D. H., Privatier, Dorotheenstr. 113 (486, 494, 710, 509)
